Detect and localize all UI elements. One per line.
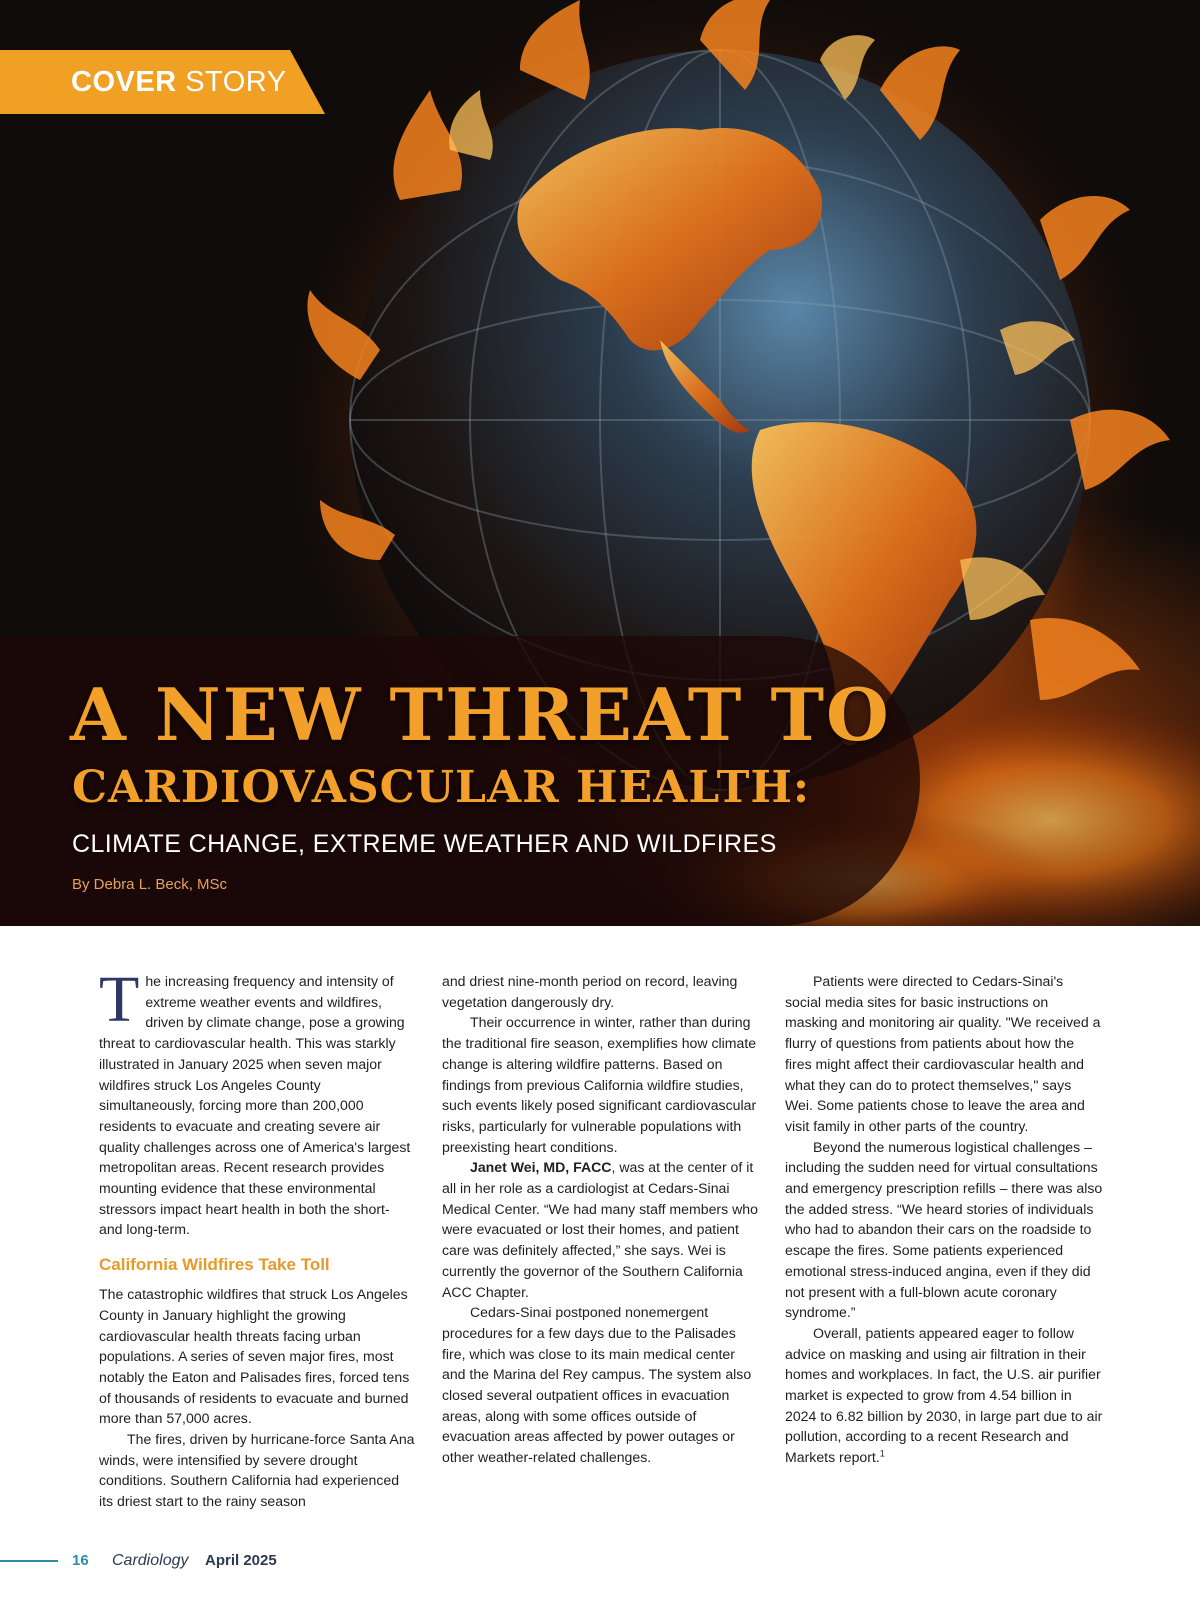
intro-text: he increasing frequency and intensity of extreme weather events and wildfires, driven by climate change, pose a growing threat to cardiovascular health. This was starkly illustrated in January 2025 when seven major wildfires struck Los Angeles County simultaneously, forcing more than 200,000 residents to evacuate and creating severe air quality challenges across one of America's largest metropolitan areas. Recent research provides mounting evidence that these environmental stressors impact heart health in both the short- and long-term. xyxy=(99,973,411,1238)
footnote-marker[interactable]: 1 xyxy=(879,1448,885,1459)
page-number: 16 xyxy=(72,1552,89,1569)
byline: By Debra L. Beck, MSc xyxy=(72,876,228,893)
paragraph: Their occurrence in winter, rather than during the traditional fire season, exemplifies how climate change is altering wildfire patterns. Based on findings from previous California wildfire studies, such events likely posed significant cardiovascular risks, particularly for vulnerable populations with preexisting heart conditions. xyxy=(442,1014,757,1155)
section-label-rest: STORY xyxy=(176,66,287,98)
publication-name: Cardiology xyxy=(112,1552,189,1569)
headline-line-2: CARDIOVASCULAR HEALTH: xyxy=(72,762,811,813)
paragraph: Cedars-Sinai postponed nonemergent procedures for a few days due to the Palisades fire, which was close to its main medical center and the Marina del Rey campus. The system also closed several outpatient offices in evacuation areas, along with some offices outside of evacuation areas affected by power outages or other weather-related challenges. xyxy=(442,1304,752,1466)
paragraph-text: , was at the center of it all in her role as a cardiologist at Cedars-Sinai Medical Center. “We had many staff members who were evacuated or lost their homes, and patient care was definitely affected,” she says. Wei is currently the governor of the Southern California ACC Chapter. xyxy=(442,1159,758,1300)
section-label xyxy=(71,66,287,99)
article-column-3 xyxy=(785,971,1103,1468)
headline-line-1: A NEW THREAT TO xyxy=(70,672,891,757)
paragraph: Beyond the numerous logistical challenges – including the sudden need for virtual consultations and emergency prescription refills – there was also the added stress. “We heard stories of individuals who had to abandon their cars on the roadside to escape the fires. Some patients experienced emotional stress-induced angina, even if they did not present with a full-blown acute coronary syndrome.” xyxy=(785,1138,1103,1321)
paragraph xyxy=(442,1157,760,1302)
drop-cap: T xyxy=(99,963,140,1036)
paragraph: The fires, driven by hurricane-force Santa Ana winds, were intensified by severe drought conditions. Southern California had experienced its driest start to the rainy season xyxy=(99,1431,415,1510)
intro-paragraph xyxy=(99,963,417,1240)
article-column-2 xyxy=(442,971,760,1468)
person-name: Janet Wei, MD, FACC xyxy=(470,1159,612,1176)
section-subhead: California Wildfires Take Toll xyxy=(99,1255,330,1275)
paragraph-text: Overall, patients appeared eager to follow advice on masking and using air filtration in their homes and workplaces. In fact, the U.S. air purifier market is expected to grow from 4.54 billion in 2024 to 6.82 billion by 2030, in large part due to air pollution, according to a recent Research and Markets report. xyxy=(785,1324,1103,1466)
paragraph xyxy=(785,1323,1103,1468)
footer-rule xyxy=(0,1560,58,1562)
subtitle: CLIMATE CHANGE, EXTREME WEATHER AND WILDFIRES xyxy=(72,830,777,858)
section-label-bold: COVER xyxy=(71,66,177,98)
paragraph: Patients were directed to Cedars-Sinai's social media sites for basic instructions on masking and monitoring air quality. "We received a flurry of questions from patients about how the fires might affect their cardiovascular health and what they can do to protect themselves," says Wei. Some patients chose to leave the area and visit family in other parts of the country. xyxy=(785,973,1101,1134)
issue-date: April 2025 xyxy=(205,1552,277,1569)
paragraph: The catastrophic wildfires that struck Los Angeles County in January highlight the growing cardiovascular health threats facing urban populations. A series of seven major fires, most notably the Eaton and Palisades fires, forced tens of thousands of residents to evacuate and burned more than 57,000 acres. xyxy=(99,1286,410,1427)
article-column-1 xyxy=(99,963,417,1512)
paragraph: and driest nine-month period on record, leaving vegetation dangerously dry. xyxy=(442,973,738,1010)
